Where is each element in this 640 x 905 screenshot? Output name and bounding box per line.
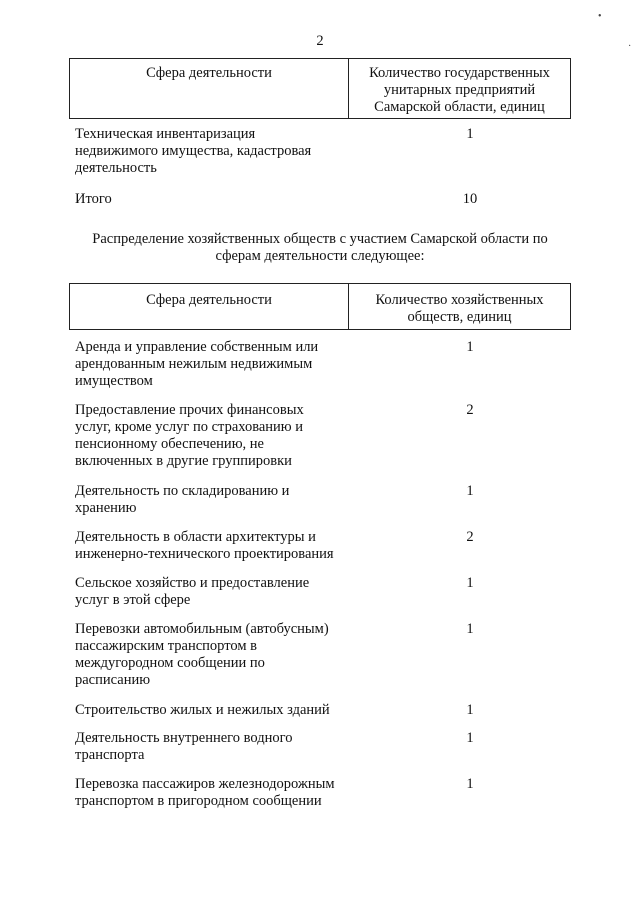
scan-speck: · [628, 41, 632, 52]
table2-header-count-line: Количество хозяйственных [375, 292, 544, 308]
table1-header [69, 58, 571, 119]
page-number: 2 [316, 33, 324, 49]
row-name: Техническая инвентаризация недвижимого имущества, кадастровая деятельность [75, 126, 312, 176]
row-name: Аренда и управление собственным или арендованным нежилым недвижимым имуществом [75, 339, 319, 389]
row-value: 1 [466, 702, 474, 718]
row-name: Перевозка пассажиров железнодорожным транспортом в пригородном сообщении [75, 776, 335, 809]
row-value: 1 [466, 575, 474, 591]
row-value: 10 [462, 191, 478, 207]
table1-header-count-line: унитарных предприятий [383, 82, 536, 98]
row-value: 2 [466, 402, 474, 418]
row-value: 2 [466, 529, 474, 545]
table2-header-col-sphere: Сфера деятельности [70, 284, 349, 329]
table1-header-count-line: Самарской области, единиц [374, 99, 545, 115]
row-name: Деятельность в области архитектуры и инженерно-технического проектирования [75, 529, 334, 562]
row-name: Сельское хозяйство и предоставление услуг в этой сфере [75, 575, 310, 608]
row-value: 1 [466, 339, 474, 355]
row-name: Итого [75, 191, 112, 207]
row-value: 1 [466, 776, 474, 792]
row-value: 1 [466, 483, 474, 499]
row-name: Деятельность внутреннего водного транспорта [75, 730, 293, 763]
table1-header-col-count [349, 59, 570, 118]
row-value: 1 [466, 621, 474, 637]
row-value: 1 [466, 126, 474, 142]
row-name: Строительство жилых и нежилых зданий [75, 702, 330, 718]
table2-header-col-count [349, 284, 570, 329]
table2-header [69, 283, 571, 330]
table1-header-col-sphere: Сфера деятельности [70, 59, 349, 118]
table2-header-count-line: обществ, единиц [407, 309, 512, 325]
section-heading: Распределение хозяйственных обществ с участием Самарской области по сферам деятельности следующее: [92, 231, 548, 264]
row-name: Перевозки автомобильным (автобусным) пассажирским транспортом в междугородном сообщении по расписанию [75, 621, 329, 688]
row-name: Деятельность по складированию и хранению [75, 483, 290, 516]
row-value: 1 [466, 730, 474, 746]
scan-speck: • [598, 11, 602, 22]
row-name: Предоставление прочих финансовых услуг, кроме услуг по страхованию и пенсионному обеспечению, не включенных в другие группировки [75, 402, 304, 469]
table1-header-count-line: Количество государственных [369, 65, 550, 81]
